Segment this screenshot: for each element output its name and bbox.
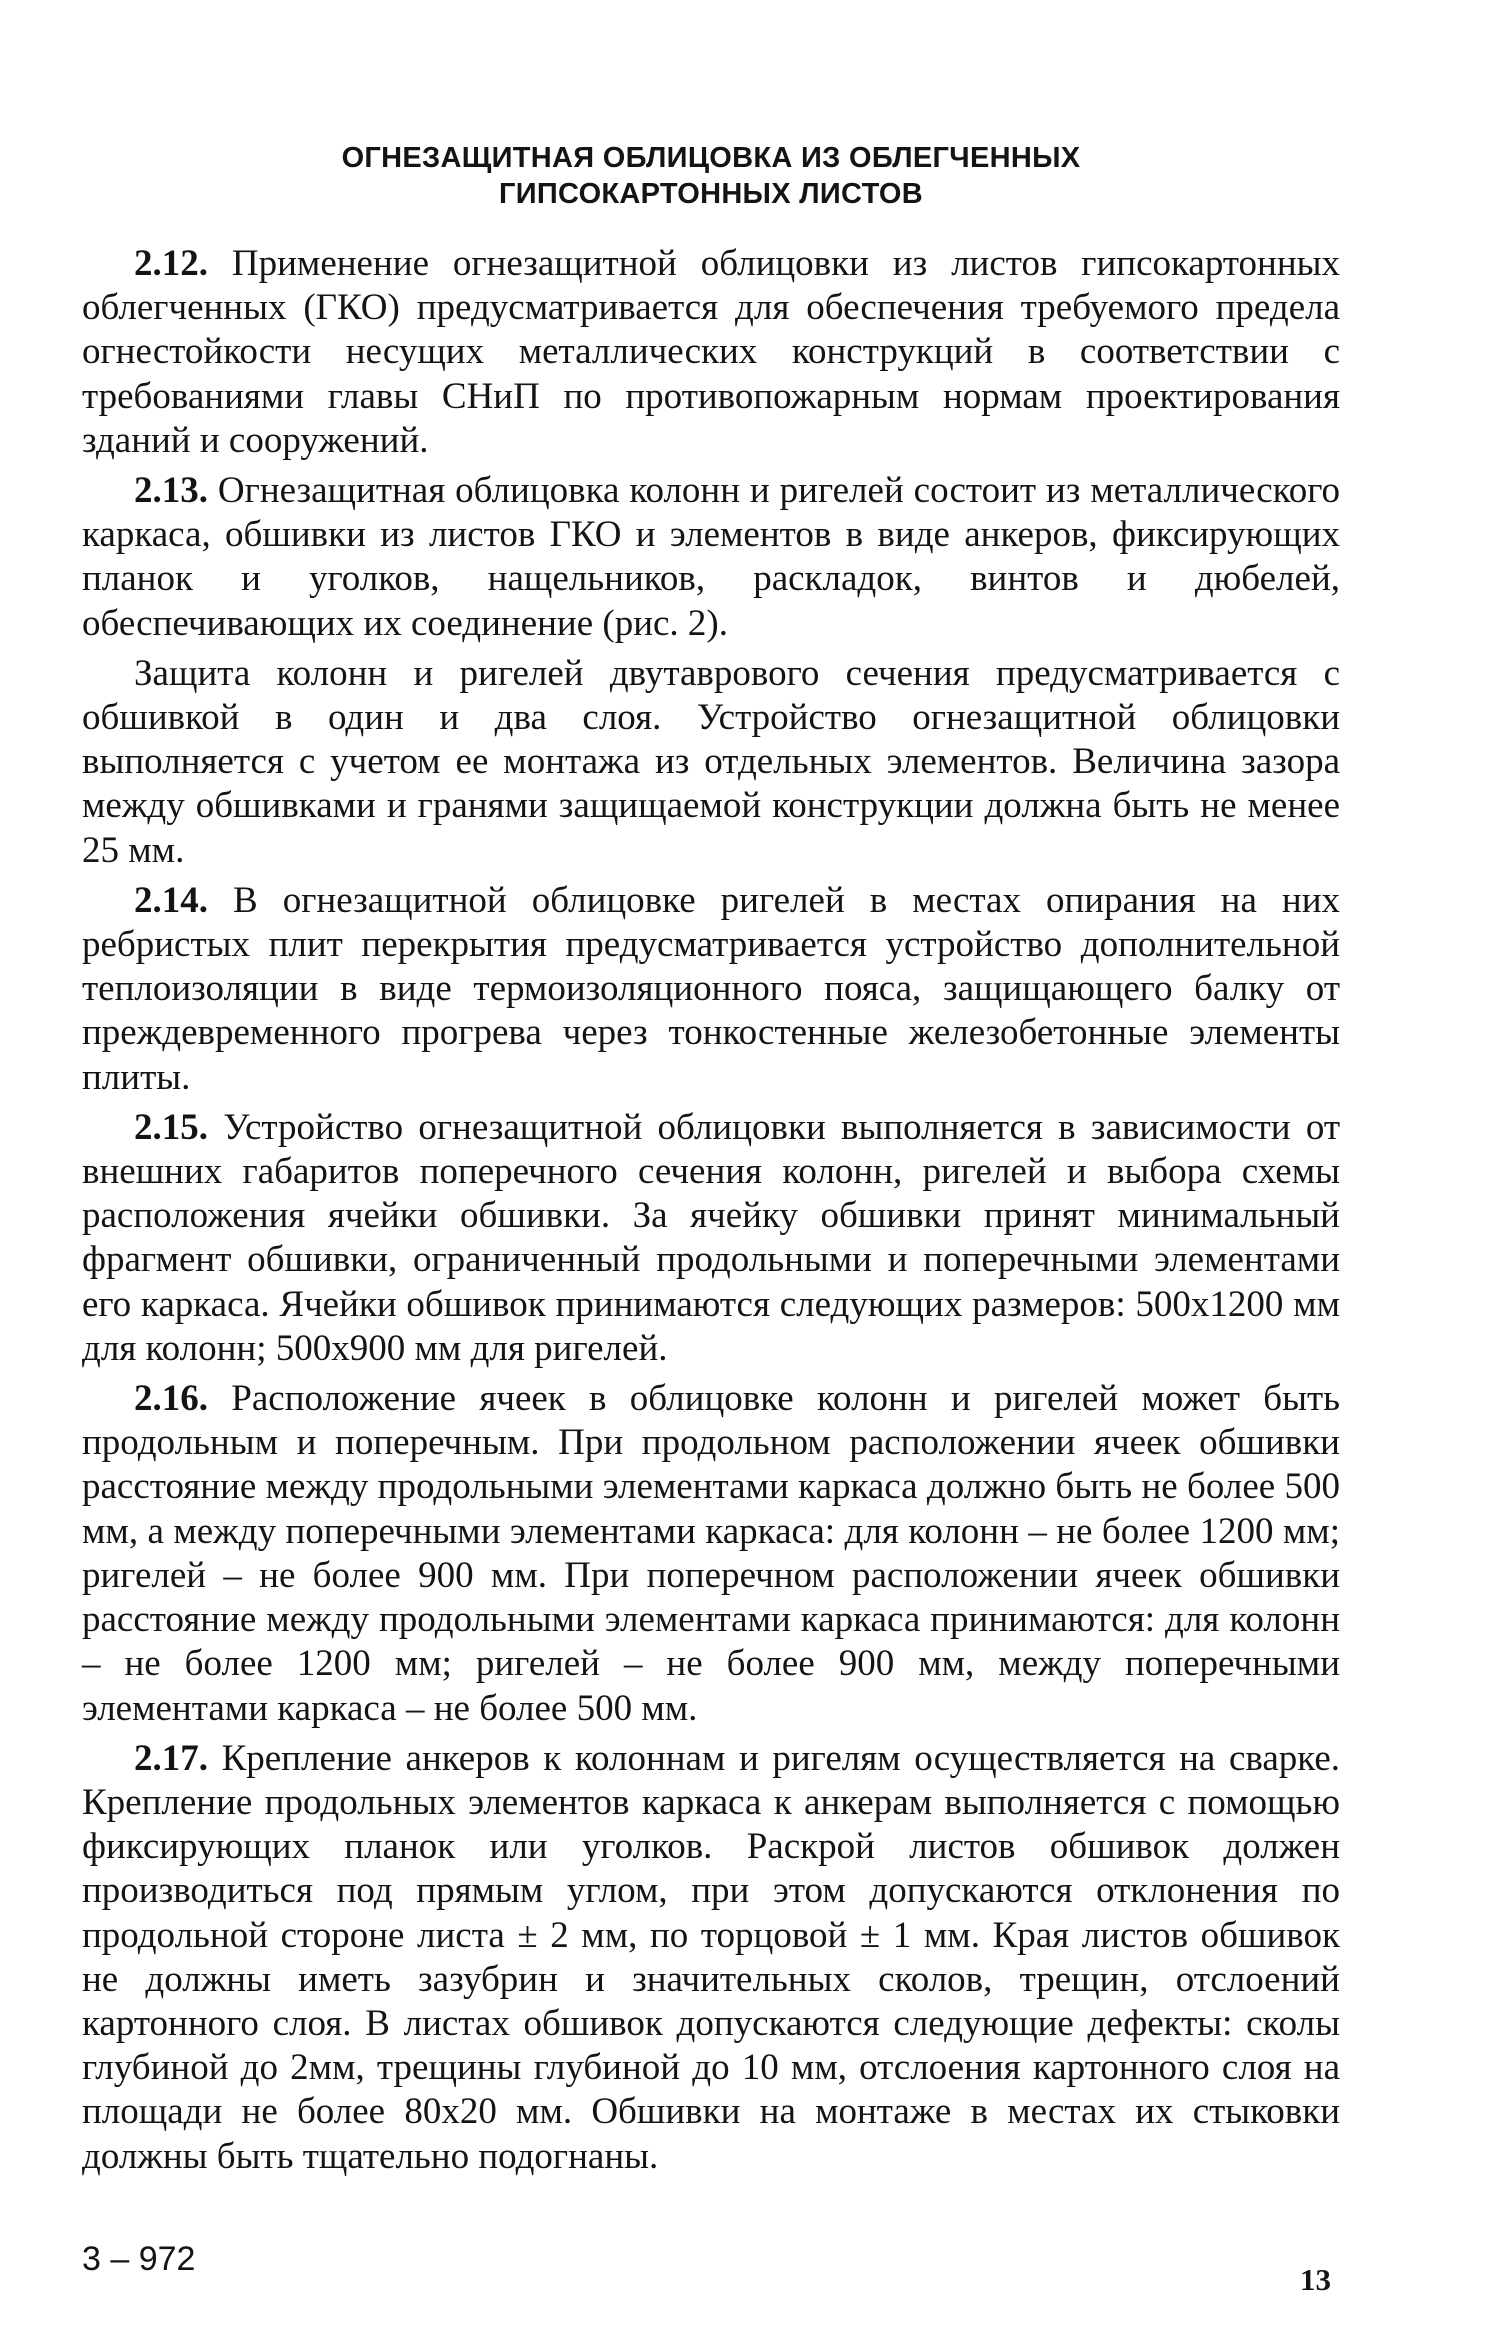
paragraph-number: 2.16. bbox=[134, 1378, 208, 1420]
paragraph-number: 2.12. bbox=[134, 243, 208, 284]
printer-signature: 3 – 972 bbox=[82, 2240, 196, 2278]
paragraph-text: Устройство огнезащитной облицовки выполняется в зависимости от внешних габаритов поперечного сечения колонн, ригелей и выбора схемы расположения ячейки обшивки. За ячейку обшивки принят минимальный фрагмент обшивки, ограниченный продольными и поперечными элементами его каркаса. Ячейки обшивок принимаются следующих размеров: 500х1200 мм для колонн; 500х900 мм для ригелей. bbox=[82, 1106, 1340, 1369]
paragraph-2-16 bbox=[82, 1377, 1340, 1731]
paragraph-2-12 bbox=[82, 242, 1340, 463]
paragraph-text: В огнезащитной облицовке ригелей в местах опирания на них ребристых плит перекрытия предусматривается устройство дополнительной теплоизоляции в виде термоизоляционного пояса, защищающего балку от преждевременного прогрева через тонкостенные железобетонные элементы плиты. bbox=[82, 879, 1341, 1098]
paragraph-text: Применение огнезащитной облицовки из листов гипсокартонных облегченных (ГКО) предусматривается для обеспечения требуемого предела огнестойкости несущих металлических конструкций в соответствии с требованиями главы СНиП по противопожарным нормам проектирования зданий и сооружений. bbox=[82, 243, 1340, 461]
paragraph-2-15 bbox=[82, 1106, 1340, 1371]
paragraph-2-13 bbox=[82, 469, 1340, 646]
heading-line-1: ОГНЕЗАЩИТНАЯ ОБЛИЦОВКА ИЗ ОБЛЕГЧЕННЫХ bbox=[341, 142, 1081, 174]
paragraph-number: 2.14. bbox=[134, 879, 208, 921]
paragraph-text: Крепление анкеров к колоннам и ригелям осуществляется на сварке. Крепление продольных элементов каркаса к анкерам выполняется с помощью фиксирующих планок или уголков. Раскрой листов обшивок должен производиться под прямым углом, при этом допускаются отклонения по продольной стороне листа ± 2 мм, по торцовой ± 1 мм. Края листов обшивок не должны иметь зазубрин и значительных сколов, трещин, отслоений картонного слоя. В листах обшивок допускаются следующие дефекты: сколы глубиной до 2мм, трещины глубиной до 10 мм, отслоения картонного слоя на площади не более 80х20 мм. Обшивки на монтаже в местах их стыковки должны быть тщательно подогнаны. bbox=[82, 1737, 1341, 2177]
section-heading bbox=[82, 140, 1340, 212]
paragraph-2-14 bbox=[82, 879, 1340, 1100]
paragraph-text: Огнезащитная облицовка колонн и ригелей состоит из металлического каркаса, обшивки из листов ГКО и элементов в виде анкеров, фиксирующих планок и уголков, нащельников, раскладок, винтов и дюбелей, обеспечивающих их соединение (рис. 2). bbox=[82, 470, 1340, 644]
paragraph-number: 2.15. bbox=[134, 1106, 208, 1148]
paragraph-2-17 bbox=[82, 1737, 1340, 2179]
paragraph-number: 2.13. bbox=[134, 470, 208, 512]
paragraph-2-13-continued bbox=[82, 652, 1340, 873]
heading-line-2: ГИПСОКАРТОННЫХ ЛИСТОВ bbox=[499, 178, 923, 210]
page-number: 13 bbox=[1300, 2262, 1331, 2297]
paragraph-number: 2.17. bbox=[134, 1737, 208, 1779]
paragraph-text: Защита колонн и ригелей двутаврового сечения предусматривается с обшивкой в один и два слоя. Устройство огнезащитной облицовки выполняется с учетом ее монтажа из отдельных элементов. Величина зазора между обшивками и гранями защищаемой конструкции должна быть не менее 25 мм. bbox=[82, 652, 1340, 871]
paragraph-text: Расположение ячеек в облицовке колонн и ригелей может быть продольным и поперечным. При продольном расположении ячеек обшивки расстояние между продольными элементами каркаса должно быть не более 500 мм, а между поперечными элементами каркаса: для колонн – не более 1200 мм; ригелей – не более 900 мм. При поперечном расположении ячеек обшивки расстояние между продольными элементами каркаса принимаются: для колонн – не более 1200 мм; ригелей – не более 900 мм, между поперечными элементами каркаса – не более 500 мм. bbox=[82, 1378, 1340, 1729]
document-page bbox=[82, 140, 1340, 2185]
